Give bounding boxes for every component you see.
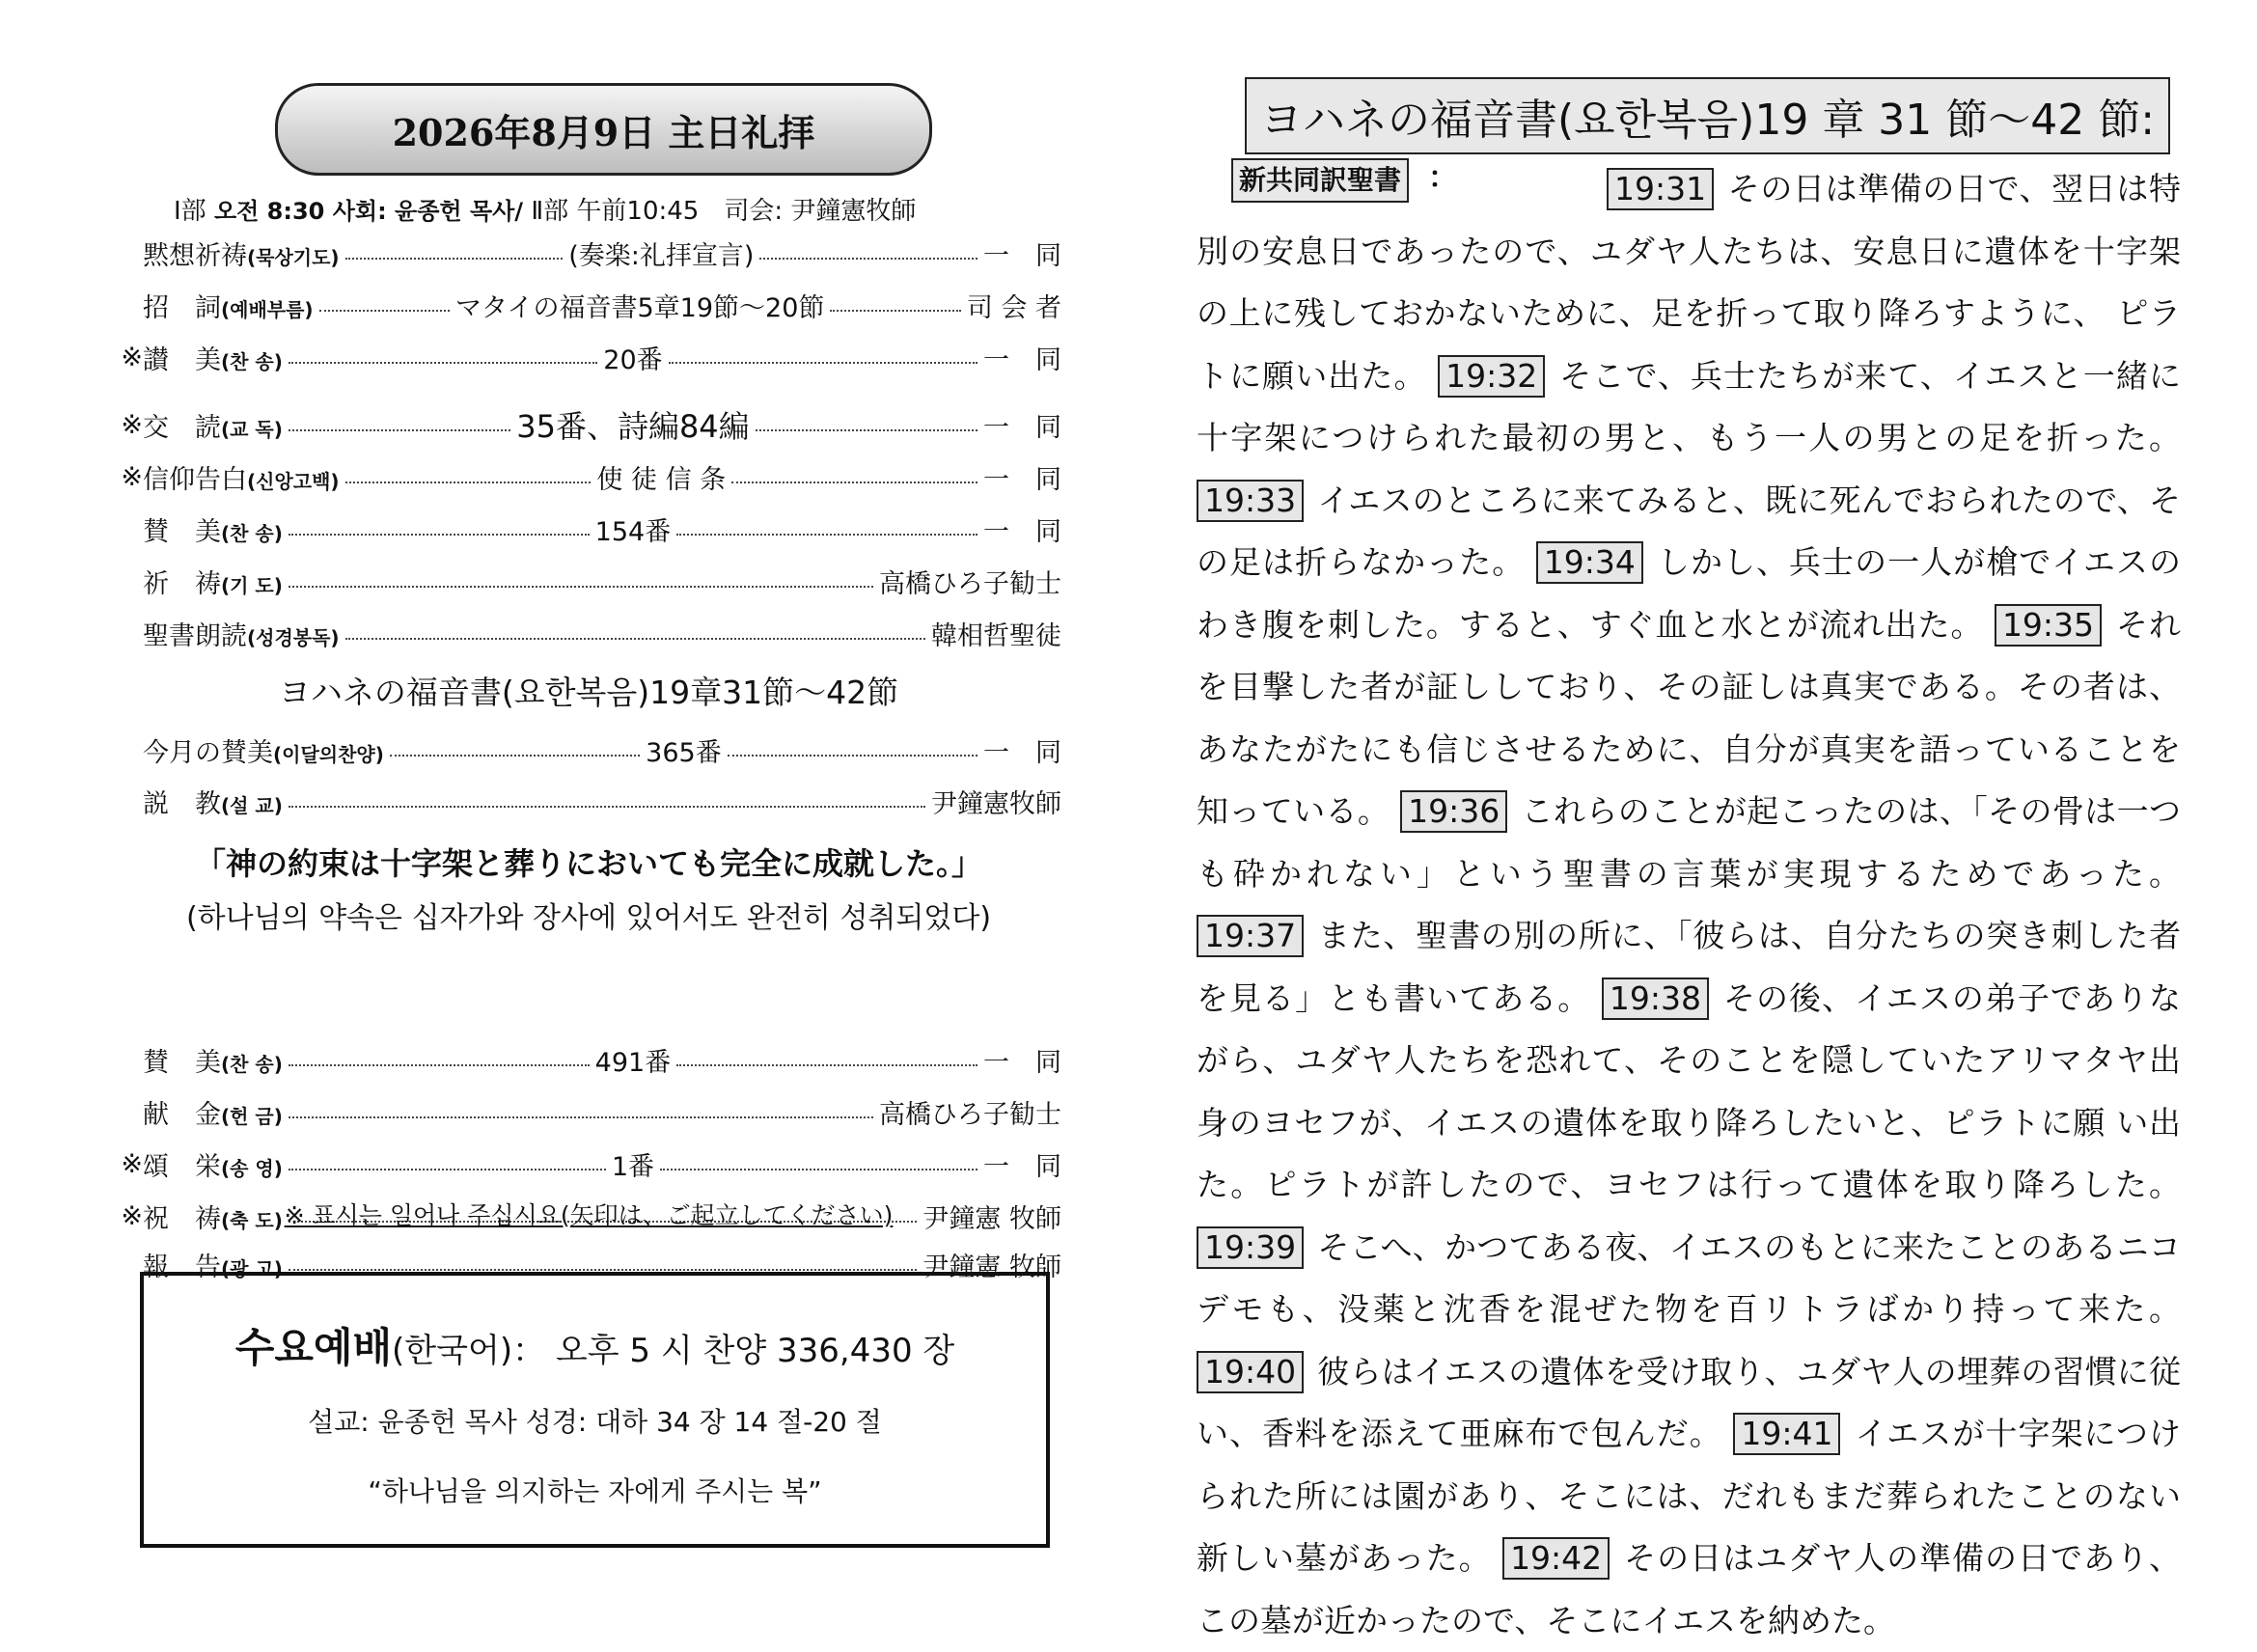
verse-number: 19:37 <box>1197 915 1304 957</box>
order-row <box>116 1090 1061 1133</box>
order-item-label <box>143 615 340 652</box>
order-item-korean: (헌 금) <box>221 1104 283 1128</box>
order-item-label <box>143 563 283 600</box>
dot-leader <box>669 362 977 364</box>
dot-leader <box>345 482 592 483</box>
dot-leader <box>345 638 925 640</box>
wednesday-time-hymn: ： 오후 5 시 찬양 336,430 장 <box>512 1332 955 1370</box>
order-item-name: 聖書朗読 <box>143 620 247 651</box>
order-item-label <box>143 406 283 444</box>
order-item-name: 今月の賛美 <box>143 737 273 768</box>
order-item-detail: 20番 <box>603 344 663 375</box>
order-item-name: 祝 祷 <box>143 1203 221 1234</box>
order-item-korean: (찬 송) <box>221 349 283 373</box>
order-item-detail: 154番 <box>594 516 672 547</box>
order-row <box>116 284 1061 326</box>
page-title: 2026年8月9日 主日礼拝 <box>275 83 932 176</box>
order-item-name: 賛 美 <box>143 516 221 547</box>
verse-number: 19:33 <box>1197 480 1304 522</box>
dot-leader <box>390 755 640 757</box>
order-item-responsible: 尹鐘憲 牧師 <box>922 1252 1061 1282</box>
order-row <box>116 336 1061 378</box>
required-standing-mark: ※ <box>121 342 143 372</box>
dot-leader <box>676 1064 977 1066</box>
verse-number: 19:42 <box>1502 1537 1610 1580</box>
standing-note: ※ 표시는 일어나 주십시요(矢印は、ご起立してください) <box>284 1201 894 1229</box>
dot-leader <box>289 1169 606 1170</box>
dot-leader <box>289 534 590 536</box>
order-item-korean: (축 도) <box>221 1208 283 1232</box>
order-item-korean: (기 도) <box>221 573 283 597</box>
order-item-responsible: 一 同 <box>983 464 1061 495</box>
part2-info: Ⅱ部 午前10:45 司会: 尹鐘憲牧師 <box>531 197 917 226</box>
part1-time: 오전 8:30 사회: 윤종헌 목사/ <box>213 198 524 225</box>
verse-text: その後、イエスの弟子でありながら、ユダヤ人たちを恐れて、そのことを隠していたアリマタヤ出身のヨセフが、イエスの遺体を取り降ろしたいと、ピラトに願 い出た。ピラトが許したので、ヨセフは行って遺体を取り降ろした。 <box>1197 978 2181 1203</box>
order-item-detail: 使 徒 信 条 <box>596 464 727 495</box>
bible-passage-text <box>1197 158 2181 1652</box>
order-item-label <box>143 458 340 496</box>
verse-text: そこで、兵士たちが来て、イエスと一緒に十字架につけられた最初の男と、もう一人の男との足を折った。 <box>1197 356 2181 456</box>
order-item-responsible: 韓相哲聖徒 <box>931 620 1061 651</box>
dot-leader <box>756 429 977 431</box>
order-item-name: 讃 美 <box>143 344 221 375</box>
part1-label: Ⅰ部 <box>174 197 206 226</box>
verse-text: イエスが十字架につけられた所には園があり、そこには、だれもまだ葬られたことのない新しい墓があった。 <box>1197 1415 2181 1577</box>
order-row <box>116 729 1061 771</box>
verse-text: そこへ、かつてある夜、イエスのもとに来たことのあるニコデモも、没薬と沈香を混ぜた物を百リトラばかり持って来た。 <box>1197 1227 2181 1328</box>
order-item-label <box>143 287 314 324</box>
order-item-name: 招 詞 <box>143 292 221 323</box>
order-item-korean: (교 독) <box>221 417 283 441</box>
order-item-korean: (신앙고백) <box>247 469 340 493</box>
order-item-korean: (찬 송) <box>221 1052 283 1076</box>
order-item-responsible: 一 同 <box>983 1151 1062 1182</box>
order-item-detail: (奏楽:礼拝宣言) <box>568 240 755 271</box>
order-row <box>116 508 1061 550</box>
order-item-detail: 491番 <box>594 1047 672 1078</box>
order-item-name: 黙想祈祷 <box>143 240 247 271</box>
sermon-title-kr: (하나님의 약속은 십자가와 장사에 있어서도 완전히 성취되었다) <box>185 901 992 935</box>
dot-leader <box>289 806 925 808</box>
order-item-responsible: 一 同 <box>983 240 1062 271</box>
order-item-responsible: 一 同 <box>983 344 1061 375</box>
order-item-label <box>143 510 283 548</box>
reading-reference: ヨハネの福音書(요한복음)19章31節～42節 <box>278 674 899 711</box>
wednesday-lang: (한국어) <box>392 1332 513 1370</box>
order-row <box>116 1143 1061 1185</box>
dot-leader <box>289 362 597 364</box>
order-item-korean: (묵상기도) <box>247 245 340 269</box>
wednesday-service-box <box>140 1272 1050 1548</box>
dot-leader <box>289 586 873 588</box>
verse-text: その日はユダヤ人の準備の日であり、この墓が近かったので、そこにイエスを納めた。 <box>1197 1539 2181 1639</box>
verse-text: その日は準備の日で、翌日は特別の安息日であったので、ユダヤ人たちは、安息日に遺体を十字架の上に残しておかないために、足を折って取り降ろすように、 ピラトに願い出た。 <box>1197 170 2181 395</box>
order-row <box>116 780 1061 822</box>
verse-number: 19:40 <box>1197 1351 1304 1393</box>
dot-leader <box>289 429 510 431</box>
order-item-label <box>143 339 283 376</box>
order-item-detail: 1番 <box>611 1151 655 1182</box>
dot-leader <box>731 482 977 483</box>
order-item-responsible: 尹鐘憲 牧師 <box>922 1203 1061 1234</box>
order-item-name: 賛 美 <box>143 1047 221 1078</box>
wednesday-sermon-info: 설교: 윤종헌 목사 성경: 대하 34 장 14 절-20 절 <box>308 1406 882 1438</box>
verse-number: 19:36 <box>1400 790 1507 833</box>
order-item-korean: (설 교) <box>221 793 283 817</box>
dot-leader <box>759 258 977 260</box>
order-item-korean: (예배부름) <box>221 297 314 321</box>
dot-leader <box>676 534 977 536</box>
order-item-responsible: 一 同 <box>983 737 1061 768</box>
order-item-label <box>143 1041 283 1079</box>
order-item-responsible: 一 同 <box>983 516 1061 547</box>
order-row <box>116 1038 1061 1081</box>
order-item-label <box>143 1093 283 1131</box>
session-info <box>174 191 1100 227</box>
order-item-responsible: 尹鐘憲牧師 <box>931 788 1061 819</box>
dot-leader <box>830 310 960 312</box>
dot-leader <box>345 258 564 260</box>
verse-text: また、聖書の別の所に、「彼らは、自分たちの突き刺した者を見る」とも書いてある。 <box>1197 917 2181 1017</box>
translation-label: 新共同訳聖書 <box>1231 158 1409 203</box>
order-item-korean: (이달의찬양) <box>273 742 384 766</box>
order-item-name: 頌 栄 <box>143 1151 221 1182</box>
order-item-korean: (광 고) <box>221 1256 283 1280</box>
verse-number: 19:39 <box>1197 1226 1304 1269</box>
bible-passage-title: ヨハネの福音書(요한복음)19 章 31 節～42 節: <box>1245 77 2170 154</box>
bulletin-left-page <box>116 77 1061 1544</box>
dot-leader <box>319 310 450 312</box>
order-item-responsible: 司 会 者 <box>966 292 1061 323</box>
order-item-label <box>143 783 283 820</box>
verse-number: 19:35 <box>1995 604 2102 647</box>
verse-text: これらのことが起こったのは、「その骨は一つも砕かれない」という聖書の言葉が実現するためであった。 <box>1197 792 2182 893</box>
verse-number: 19:31 <box>1607 168 1714 210</box>
required-standing-mark: ※ <box>121 1200 143 1231</box>
dot-leader <box>289 1269 918 1271</box>
wednesday-heading: 수요예배 <box>234 1324 393 1371</box>
verse-text: しかし、兵士の一人が槍でイエスのわき腹を刺した。すると、すぐ血と水とが流れ出た。 <box>1197 543 2182 644</box>
order-item-name: 交 読 <box>143 412 221 443</box>
order-item-detail: 365番 <box>646 737 722 768</box>
dot-leader <box>289 1116 873 1118</box>
verse-number: 19:38 <box>1602 977 1709 1020</box>
order-item-detail: 35番、詩編84編 <box>516 408 750 445</box>
required-standing-mark: ※ <box>121 409 143 440</box>
verse-number: 19:41 <box>1733 1413 1840 1455</box>
translation-colon: ： <box>1428 161 1457 195</box>
order-item-responsible: 一 同 <box>983 1047 1061 1078</box>
order-item-name: 祈 祷 <box>143 568 221 599</box>
order-row <box>116 455 1061 498</box>
verse-text: イエスのところに来てみると、既に死んでおられたので、その足は折らなかった。 <box>1197 481 2181 581</box>
order-item-responsible: 高橋ひろ子勧士 <box>879 1099 1061 1130</box>
order-item-korean: (찬 송) <box>221 521 283 545</box>
required-standing-mark: ※ <box>121 1148 143 1179</box>
order-item-detail: マタイの福音書5章19節～20節 <box>455 292 825 323</box>
wednesday-heading-line <box>144 1316 1046 1374</box>
sermon-title-jp: 「神の約束は十字架と葬りにおいても完全に成就した。」 <box>194 845 982 882</box>
verse-text: それを目撃した者が証ししており、その証しは真実である。その者は、あなたがたにも信じさせるために、自分が真実を語っていることを知っている。 <box>1197 605 2182 830</box>
order-item-responsible: 高橋ひろ子勧士 <box>879 568 1061 599</box>
dot-leader <box>289 1064 590 1066</box>
required-standing-mark: ※ <box>121 461 143 492</box>
order-item-name: 報 告 <box>143 1252 221 1282</box>
order-item-name: 献 金 <box>143 1099 221 1130</box>
order-item-responsible: 一 同 <box>983 412 1061 443</box>
order-item-korean: (성경봉독) <box>247 625 340 649</box>
dot-leader <box>660 1169 977 1170</box>
order-item-label <box>143 234 340 272</box>
order-row <box>116 232 1061 274</box>
order-item-name: 説 教 <box>143 788 221 819</box>
order-item-name: 信仰告白 <box>143 464 247 495</box>
order-row <box>116 403 1061 446</box>
verse-number: 19:32 <box>1438 355 1545 398</box>
order-row <box>116 560 1061 602</box>
dot-leader <box>728 755 977 757</box>
order-item-korean: (송 영) <box>221 1156 283 1180</box>
wednesday-sermon-title: “하나님을 의지하는 자에게 주시는 복” <box>368 1475 822 1507</box>
verse-number: 19:34 <box>1536 541 1643 584</box>
order-item-label <box>143 731 384 769</box>
order-row <box>116 612 1061 654</box>
order-item-label <box>143 1145 283 1183</box>
bulletin-right-page <box>1197 77 2182 1639</box>
verse-text: 彼らはイエスの遺体を受け取り、ユダヤ人の埋葬の習慣に従い、香料を添えて亜麻布で包んだ。 <box>1197 1352 2181 1452</box>
